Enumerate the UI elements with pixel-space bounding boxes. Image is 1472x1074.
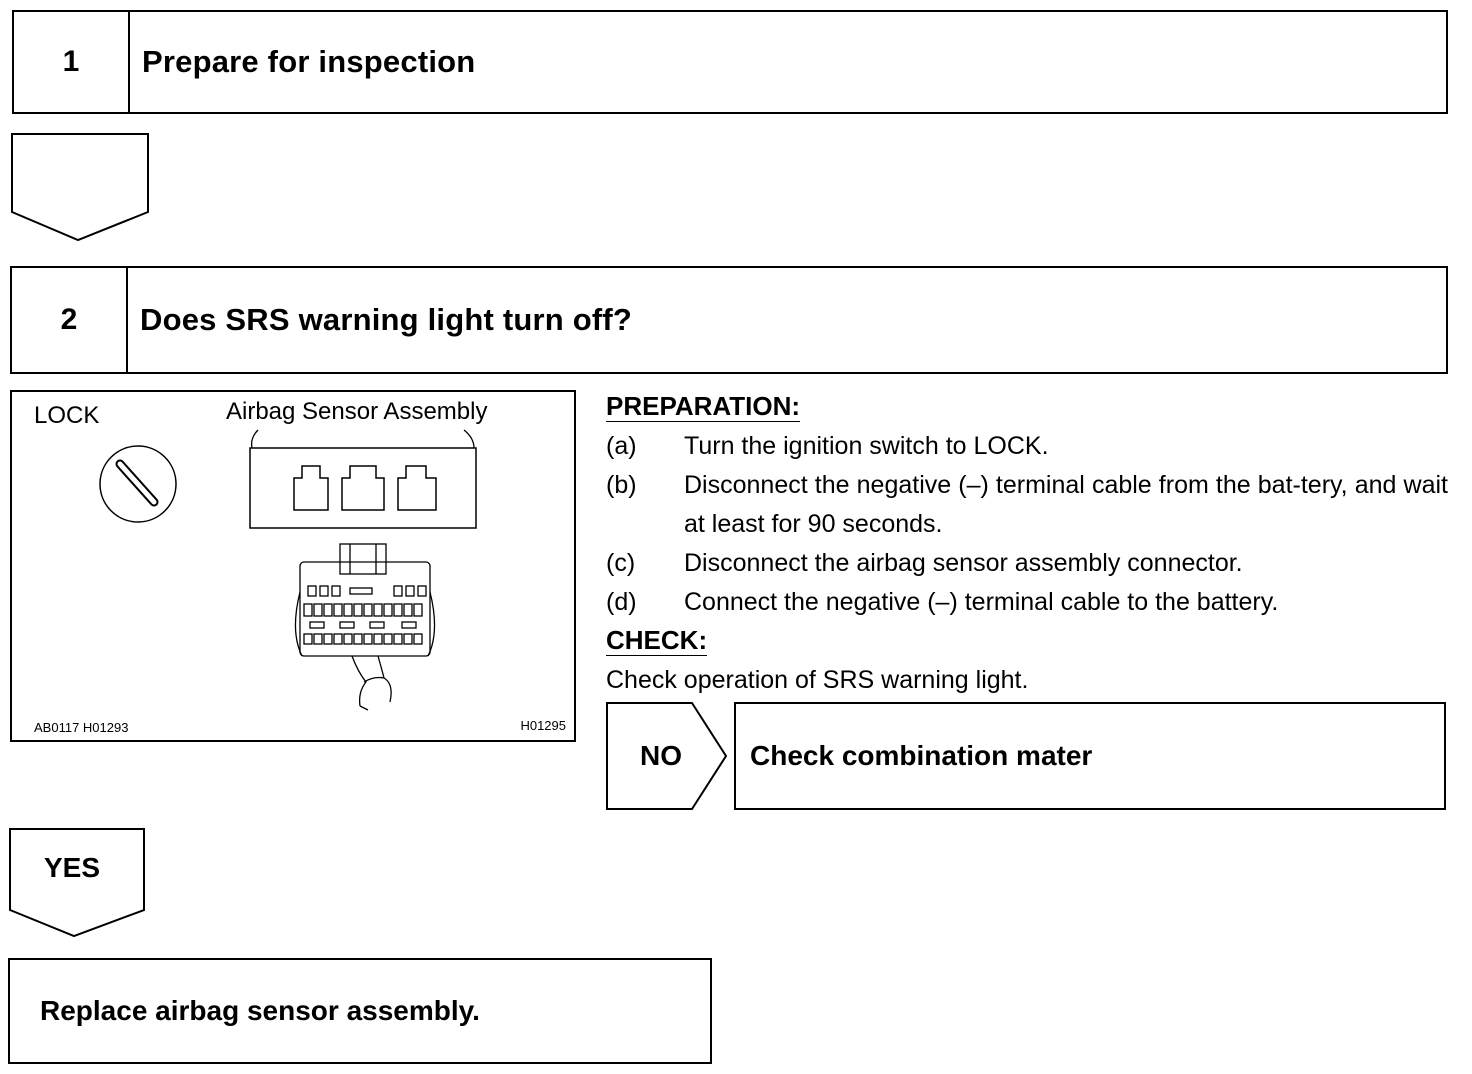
no-action-text: Check combination mater <box>750 740 1093 771</box>
step-2-box <box>10 266 1448 374</box>
step-1-title: Prepare for inspection <box>142 44 476 79</box>
inspection-figure <box>10 390 576 742</box>
prep-item-a: (a) Turn the ignition switch to LOCK. <box>606 432 1049 460</box>
step-1-box <box>12 10 1448 114</box>
ignition-key-icon <box>100 446 176 522</box>
harness-connector-icon <box>295 544 434 710</box>
preparation-heading: PREPARATION: <box>606 391 801 421</box>
prep-item-b: (b) Disconnect the negative (–) terminal cable from the bat-tery, and wait at least for 90 seconds. <box>606 471 1448 538</box>
step-2-number: 2 <box>12 268 128 372</box>
prep-item-d: (d) Connect the negative (–) terminal cable to the battery. <box>606 588 1279 616</box>
connector-diagram <box>12 392 574 740</box>
step-1-number: 1 <box>14 12 130 112</box>
no-label: NO <box>640 740 682 771</box>
check-heading: CHECK: <box>606 625 708 655</box>
flow-arrow-down-icon <box>10 132 152 244</box>
prep-item-c: (c) Disconnect the airbag sensor assembly connector. <box>606 549 1243 577</box>
yes-action-text: Replace airbag sensor assembly. <box>40 995 480 1026</box>
yes-label: YES <box>44 852 101 883</box>
check-text: Check operation of SRS warning light. <box>606 666 1029 694</box>
figure-label-lock: LOCK <box>34 402 100 429</box>
procedure-text <box>606 388 1448 700</box>
flow-arrow-down-icon <box>8 828 148 940</box>
yes-branch <box>8 828 148 940</box>
no-branch <box>606 702 730 810</box>
yes-action-box <box>8 958 712 1064</box>
figure-code-right: H01295 <box>520 718 566 733</box>
airbag-sensor-icon <box>250 448 476 528</box>
step-2-title: Does SRS warning light turn off? <box>140 302 633 337</box>
figure-label-airbag: Airbag Sensor Assembly <box>226 398 488 425</box>
no-action-box <box>734 702 1446 810</box>
figure-code-left: AB0117 H01293 <box>34 720 129 735</box>
